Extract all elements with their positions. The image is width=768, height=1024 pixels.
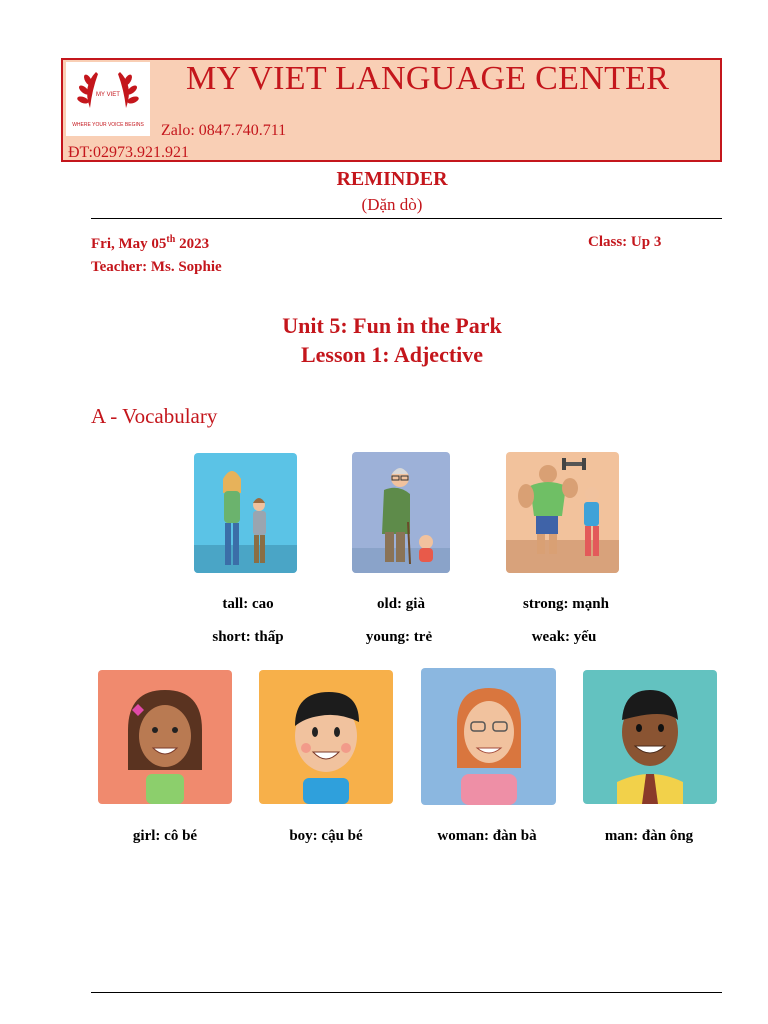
strong-weak-picture — [506, 452, 619, 573]
class-name: Class: Up 3 — [588, 234, 662, 250]
zalo-contact: Zalo: 0847.740.711 — [161, 122, 287, 139]
vocab-old: old: già — [377, 596, 425, 612]
man-picture — [583, 670, 717, 804]
vocab-woman: woman: đàn bà — [437, 828, 537, 844]
boy-picture — [259, 670, 393, 804]
top-divider — [91, 218, 722, 219]
reminder-subtitle: (Dặn dò) — [361, 195, 423, 214]
vocab-girl: girl: cô bé — [132, 828, 198, 844]
svg-text:WHERE YOUR VOICE BEGINS: WHERE YOUR VOICE BEGINS — [72, 122, 144, 128]
bottom-divider — [91, 992, 722, 993]
teacher-name: Teacher: Ms. Sophie — [91, 259, 222, 275]
vocab-short: short: thấp — [212, 629, 284, 645]
center-name: MY VIET LANGUAGE CENTER — [186, 60, 670, 97]
lesson-date: Fri, May 05th 2023 — [91, 234, 210, 252]
vocabulary-heading: A - Vocabulary — [91, 404, 218, 428]
woman-picture — [421, 668, 556, 805]
vocab-man: man: đàn ông — [604, 828, 694, 844]
tall-short-picture — [194, 453, 297, 573]
svg-text:MY VIET: MY VIET — [96, 92, 120, 98]
vocab-boy: boy: cậu bé — [289, 828, 363, 844]
unit-title: Unit 5: Fun in the Park — [282, 313, 502, 338]
old-young-picture — [352, 452, 450, 573]
center-logo — [66, 62, 150, 136]
vocab-tall: tall: cao — [222, 596, 274, 612]
lesson-title: Lesson 1: Adjective — [300, 342, 484, 367]
vocab-young: young: trẻ — [365, 629, 433, 645]
girl-picture — [98, 670, 232, 804]
vocab-weak: weak: yếu — [531, 629, 597, 645]
phone-contact: ĐT:02973.921.921 — [68, 144, 189, 161]
reminder-title: REMINDER — [336, 168, 448, 190]
vocab-strong: strong: mạnh — [523, 596, 609, 612]
